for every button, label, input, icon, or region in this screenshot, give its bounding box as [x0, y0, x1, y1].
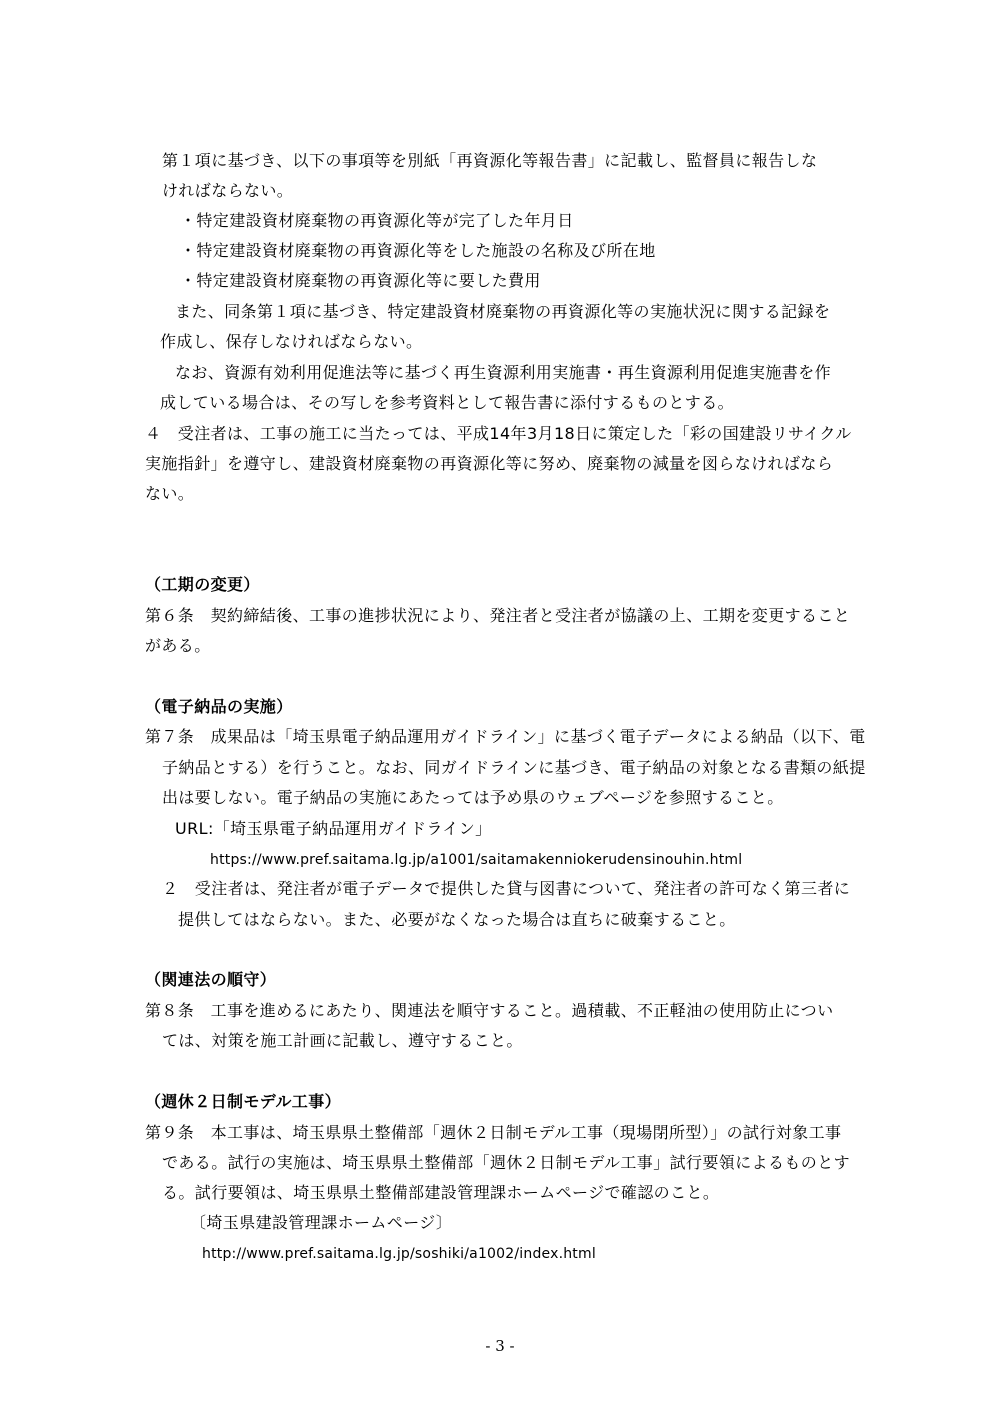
paragraph-line: である。試行の実施は、埼玉県県土整備部「週休２日制モデル工事」試行要領によるものとす	[162, 1153, 851, 1172]
section-heading: （工期の変更）	[145, 575, 260, 594]
page-number: - 3 -	[485, 1337, 515, 1355]
reference-url: http://www.pref.saitama.lg.jp/soshiki/a1002/index.html	[202, 1246, 596, 1262]
paragraph-line: ては、対策を施工計画に記載し、遵守すること。	[162, 1031, 523, 1050]
paragraph-line: 提供してはならない。また、必要がなくなった場合は直ちに破棄すること。	[178, 910, 736, 929]
bullet-item: ・特定建設資材廃棄物の再資源化等が完了した年月日	[180, 211, 574, 230]
paragraph-line: ４ 受注者は、工事の施工に当たっては、平成14年3月18日に策定した「彩の国建設リサイクル	[145, 424, 852, 443]
bullet-item: ・特定建設資材廃棄物の再資源化等をした施設の名称及び所在地	[180, 241, 656, 260]
paragraph-line: 出は要しない。電子納品の実施にあたっては予め県のウェブページを参照すること。	[162, 788, 784, 807]
reference-url: https://www.pref.saitama.lg.jp/a1001/saitamakenniokerudensinouhin.html	[210, 852, 743, 868]
paragraph-line: ない。	[145, 484, 195, 503]
bullet-item: ・特定建設資材廃棄物の再資源化等に要した費用	[180, 271, 541, 290]
section-heading: （週休２日制モデル工事）	[145, 1092, 342, 1111]
paragraph-line: 第９条 本工事は、埼玉県県土整備部「週休２日制モデル工事（現場閉所型）」の試行対象工事	[145, 1123, 842, 1142]
paragraph-line: 第７条 成果品は「埼玉県電子納品運用ガイドライン」に基づく電子データによる納品（以下、電	[145, 727, 866, 746]
paragraph-line: ２ 受注者は、発注者が電子データで提供した貸与図書について、発注者の許可なく第三者に	[162, 879, 851, 898]
section-heading: （関連法の順守）	[145, 970, 277, 989]
paragraph-line: ければならない。	[162, 181, 294, 200]
paragraph-line: 成している場合は、その写しを参考資料として報告書に添付するものとする。	[160, 393, 735, 412]
paragraph-line: 第６条 契約締結後、工事の進捗状況により、発注者と受注者が協議の上、工期を変更すること	[145, 606, 851, 625]
paragraph-line: 作成し、保存しなければならない。	[160, 332, 423, 351]
paragraph-line: 第１項に基づき、以下の事項等を別紙「再資源化等報告書」に記載し、監督員に報告しな	[162, 151, 818, 170]
paragraph-line: また、同条第１項に基づき、特定建設資材廃棄物の再資源化等の実施状況に関する記録を	[175, 302, 831, 321]
paragraph-line: なお、資源有効利用促進法等に基づく再生資源利用実施書・再生資源利用促進実施書を作	[175, 363, 832, 382]
section-heading: （電子納品の実施）	[145, 697, 293, 716]
reference-label: URL:「埼玉県電子納品運用ガイドライン」	[175, 819, 492, 838]
paragraph-line: 子納品とする）を行うこと。なお、同ガイドラインに基づき、電子納品の対象となる書類の紙提	[162, 758, 866, 777]
paragraph-line: がある。	[145, 636, 211, 655]
paragraph-line: 実施指針」を遵守し、建設資材廃棄物の再資源化等に努め、廃棄物の減量を図らなければなら	[145, 454, 834, 473]
paragraph-line: る。試行要領は、埼玉県県土整備部建設管理課ホームページで確認のこと。	[162, 1183, 720, 1202]
reference-label: 〔埼玉県建設管理課ホームページ〕	[190, 1213, 453, 1232]
paragraph-line: 第８条 工事を進めるにあたり、関連法を順守すること。過積載、不正軽油の使用防止につい	[145, 1001, 834, 1020]
